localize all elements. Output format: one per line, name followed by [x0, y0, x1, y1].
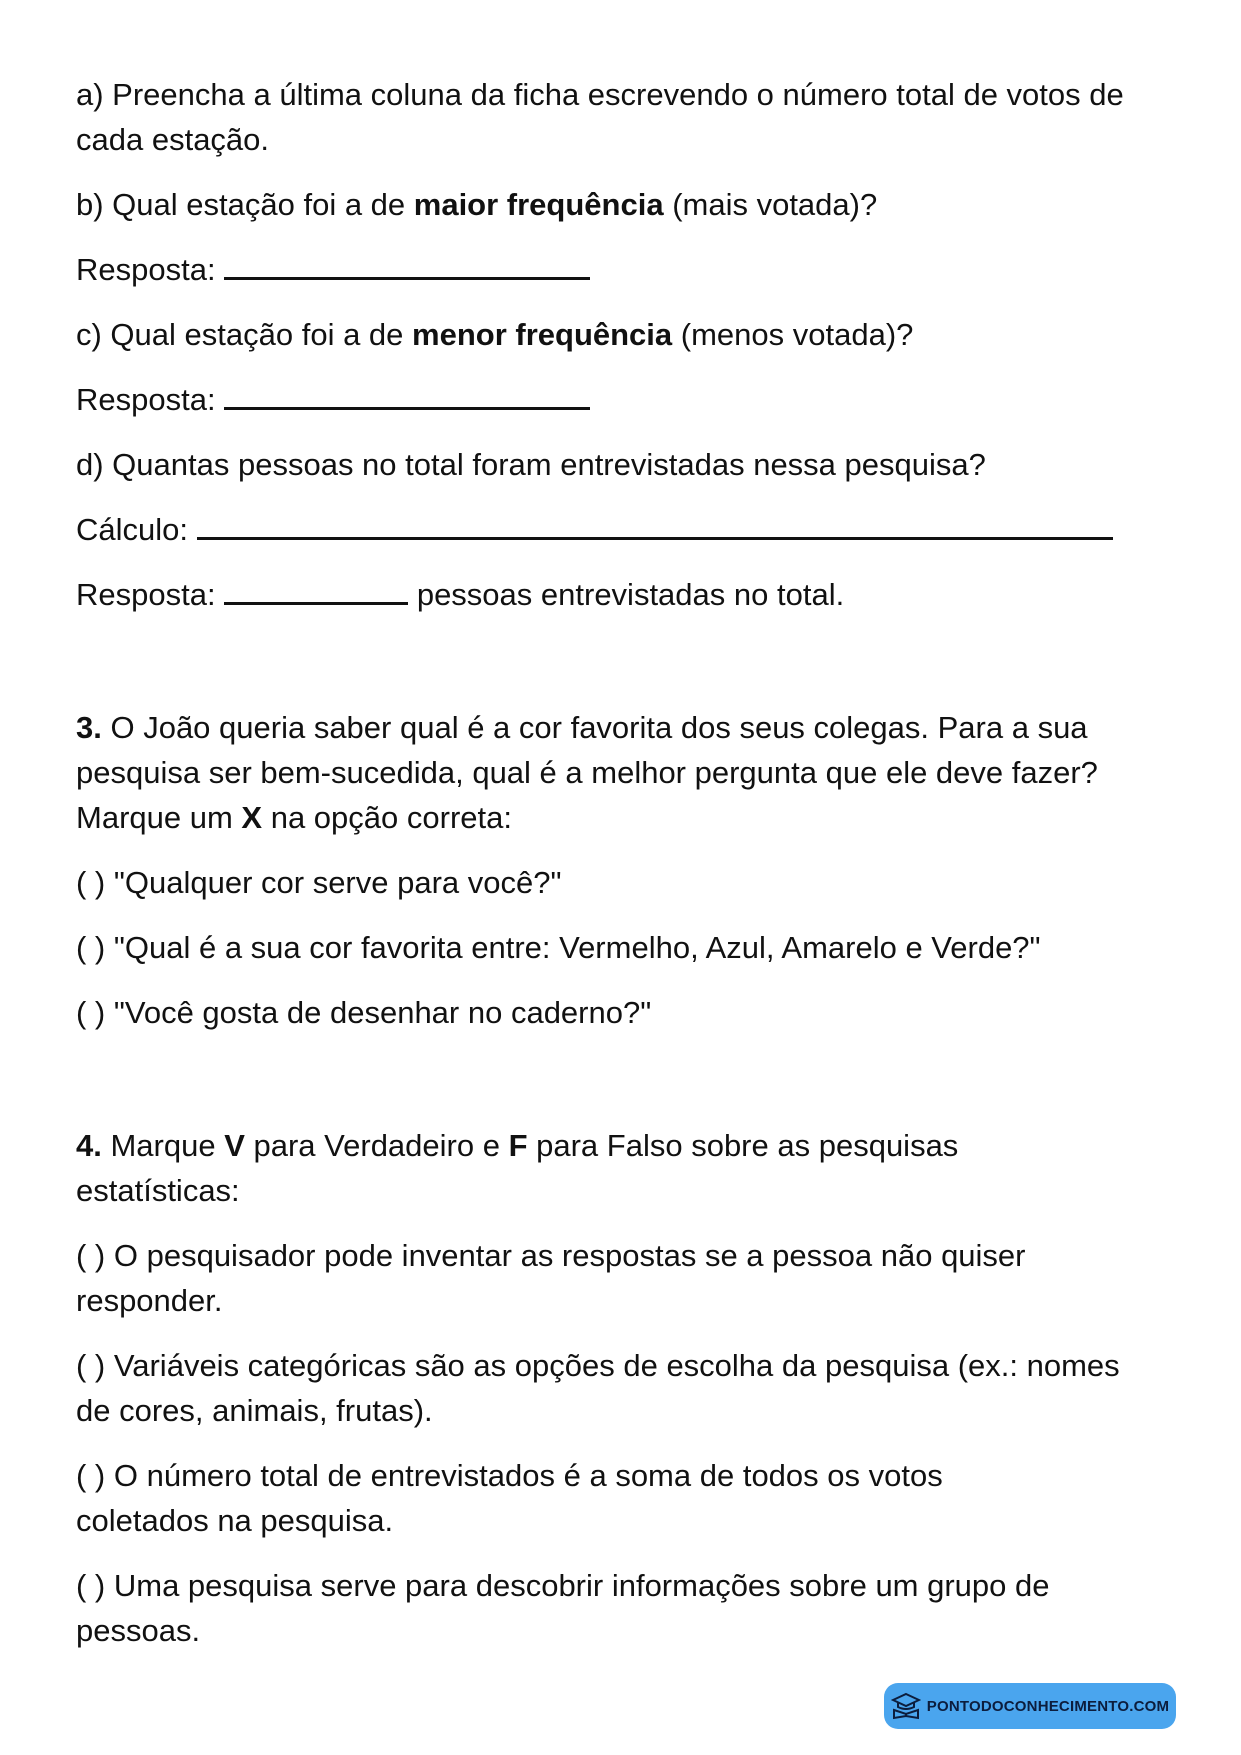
- q4-item[interactable]: ( ) Variáveis categóricas são as opções de escolha da pesquisa (ex.: nomes de cores, animais, frutas).: [76, 1348, 1120, 1428]
- q2c-bold: menor frequência: [412, 317, 673, 352]
- question-2b: [76, 182, 1176, 227]
- question-3-bold: X: [241, 800, 263, 835]
- question-2d: d) Quantas pessoas no total foram entrevistadas nessa pesquisa?: [76, 447, 986, 482]
- answer-2b-blank[interactable]: [224, 249, 590, 280]
- question-4-text: para Verdadeiro e: [244, 1128, 509, 1163]
- q2c-text: c) Qual estação foi a de: [76, 317, 413, 352]
- question-3: [76, 705, 1176, 840]
- question-4-f: F: [508, 1128, 528, 1163]
- calculation-label: Cálculo:: [76, 512, 188, 547]
- worksheet-page: [76, 72, 1176, 1653]
- answer-2b-row: [76, 247, 1176, 292]
- answer-label: Resposta:: [76, 252, 216, 287]
- question-4-text: para Falso sobre as pesquisas estatísticas:: [76, 1128, 959, 1208]
- q3-option[interactable]: ( ) "Qualquer cor serve para você?": [76, 865, 562, 900]
- answer-2d-row: [76, 572, 1176, 617]
- question-4-v: V: [224, 1128, 245, 1163]
- question-4: [76, 1123, 1086, 1213]
- answer-2c-blank[interactable]: [224, 379, 590, 410]
- q3-option[interactable]: ( ) "Qual é a sua cor favorita entre: Vermelho, Azul, Amarelo e Verde?": [76, 930, 1041, 965]
- graduation-book-icon: [891, 1692, 921, 1720]
- question-4-number: 4.: [76, 1128, 102, 1163]
- footer-site-badge[interactable]: [884, 1683, 1176, 1729]
- q2c-text-end: (menos votada)?: [672, 317, 914, 352]
- q2b-text-end: (mais votada)?: [663, 187, 878, 222]
- answer-label: Resposta:: [76, 382, 216, 417]
- question-2a: a) Preencha a última coluna da ficha escrevendo o número total de votos de cada estação.: [76, 77, 1124, 157]
- question-3-text: O João queria saber qual é a cor favorita dos seus colegas. Para a sua pesquisa ser bem-sucedida, qual é a melhor pergunta que ele deve fazer? Marque um: [76, 710, 1098, 835]
- answer-2c-row: [76, 377, 1176, 422]
- q4-item[interactable]: ( ) O número total de entrevistados é a soma de todos os votos coletados na pesquisa.: [76, 1458, 943, 1538]
- answer-label: Resposta:: [76, 577, 216, 612]
- q3-option[interactable]: ( ) "Você gosta de desenhar no caderno?": [76, 995, 652, 1030]
- footer-site-text: PONTODOCONHECIMENTO.COM: [926, 1697, 1170, 1715]
- answer-2d-suffix: pessoas entrevistadas no total.: [416, 577, 845, 612]
- answer-2d-blank[interactable]: [224, 574, 408, 605]
- question-2c: [76, 312, 1176, 357]
- calculation-row: [76, 507, 1176, 552]
- calculation-blank[interactable]: [197, 509, 1113, 540]
- q4-item[interactable]: ( ) O pesquisador pode inventar as respostas se a pessoa não quiser responder.: [76, 1238, 1026, 1318]
- question-3-text-end: na opção correta:: [262, 800, 512, 835]
- question-3-number: 3.: [76, 710, 102, 745]
- q2b-bold: maior frequência: [413, 187, 664, 222]
- question-4-text: Marque: [101, 1128, 225, 1163]
- q2b-text: b) Qual estação foi a de: [76, 187, 414, 222]
- q4-item[interactable]: ( ) Uma pesquisa serve para descobrir informações sobre um grupo de pessoas.: [76, 1568, 1050, 1648]
